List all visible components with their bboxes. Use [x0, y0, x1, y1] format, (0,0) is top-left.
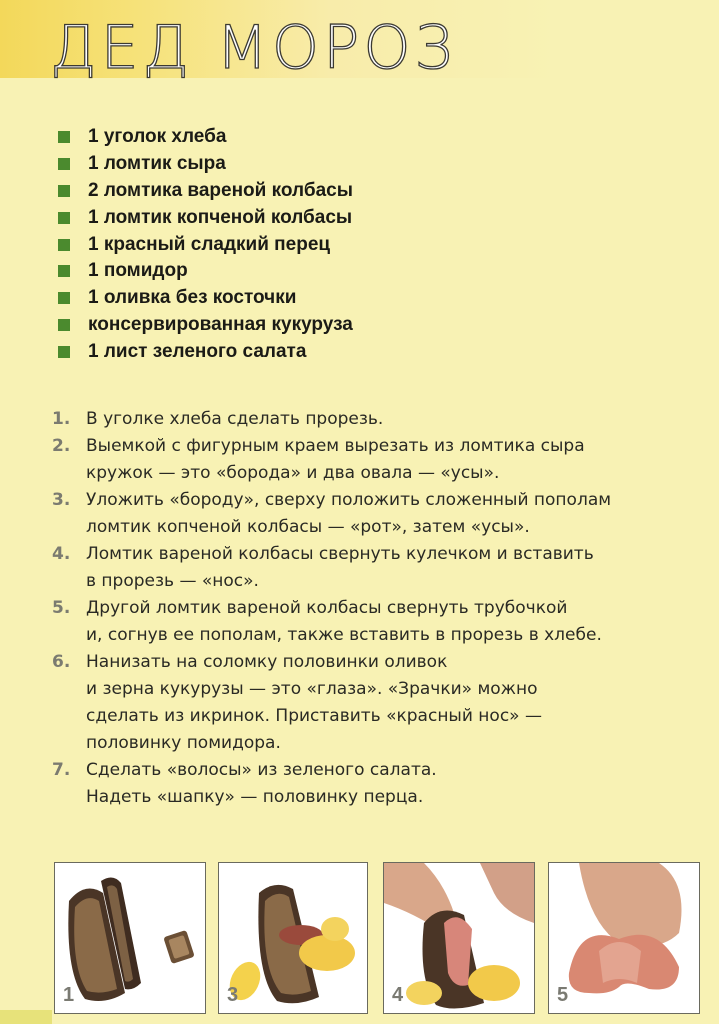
photo-number: 5 — [557, 984, 569, 1006]
bullet-square-icon — [58, 239, 70, 251]
step-number: 6. — [52, 652, 71, 672]
ingredient-item — [58, 124, 678, 151]
bullet-square-icon — [58, 292, 70, 304]
ingredient-item — [58, 285, 678, 312]
instruction-step — [52, 595, 702, 649]
ingredient-text: 1 оливка без косточки — [88, 287, 297, 309]
instruction-step — [52, 433, 702, 487]
instruction-step — [52, 757, 702, 811]
bullet-square-icon — [58, 185, 70, 197]
ingredient-item — [58, 204, 678, 231]
instruction-step — [52, 649, 702, 757]
ingredient-text: 1 помидор — [88, 260, 188, 282]
corner-decoration — [0, 1010, 52, 1024]
photo-number: 1 — [63, 984, 75, 1006]
ingredient-text: 2 ломтика вареной колбасы — [88, 179, 353, 201]
step-number: 5. — [52, 598, 71, 618]
ingredient-item — [58, 338, 678, 365]
assembly-hands-illustration — [384, 863, 534, 1013]
ingredient-text: 1 ломтик копченой колбасы — [88, 206, 353, 228]
bullet-square-icon — [58, 158, 70, 170]
step-photo-5 — [548, 862, 700, 1014]
step-number: 4. — [52, 544, 71, 564]
instructions-list — [52, 406, 702, 811]
step-number: 3. — [52, 490, 71, 510]
step-photo-3 — [218, 862, 368, 1014]
step-text: Другой ломтик вареной колбасы свернуть трубочкой и, согнув ее пополам, также вставить в прорезь в хлебе. — [86, 598, 602, 645]
ingredient-item — [58, 231, 678, 258]
bullet-square-icon — [58, 212, 70, 224]
bullet-square-icon — [58, 265, 70, 277]
step-photo-4 — [383, 862, 535, 1014]
instruction-step — [52, 541, 702, 595]
ingredient-item — [58, 312, 678, 339]
step-number: 2. — [52, 436, 71, 456]
ingredient-text: 1 ломтик сыра — [88, 153, 226, 175]
bullet-square-icon — [58, 319, 70, 331]
step-number: 1. — [52, 409, 71, 429]
ingredient-text: консервированная кукуруза — [88, 313, 353, 335]
ingredient-item — [58, 151, 678, 178]
step-text: Уложить «бороду», сверху положить сложенный пополам ломтик копченой колбасы — «рот», затем «усы». — [86, 490, 612, 537]
bullet-square-icon — [58, 131, 70, 143]
sausage-roll-illustration — [549, 863, 699, 1013]
page-title: ДЕД МОРОЗ — [50, 13, 457, 83]
ingredient-item — [58, 178, 678, 205]
photo-number: 4 — [392, 984, 404, 1006]
step-number: 7. — [52, 760, 71, 780]
ingredient-text: 1 красный сладкий перец — [88, 233, 331, 255]
ingredient-text: 1 уголок хлеба — [88, 126, 227, 148]
ingredient-item — [58, 258, 678, 285]
photo-number: 3 — [227, 984, 239, 1006]
ingredient-text: 1 лист зеленого салата — [88, 340, 307, 362]
bread-slice-illustration — [55, 863, 205, 1013]
bread-with-cheese-illustration — [219, 863, 367, 1013]
step-photo-1 — [54, 862, 206, 1014]
step-text: Сделать «волосы» из зеленого салата. Надеть «шапку» — половинку перца. — [86, 760, 437, 807]
step-text: В уголке хлеба сделать прорезь. — [86, 409, 384, 429]
bullet-square-icon — [58, 346, 70, 358]
step-text: Выемкой с фигурным краем вырезать из ломтика сыра кружок — это «борода» и два овала — «усы». — [86, 436, 585, 483]
instruction-step — [52, 487, 702, 541]
ingredients-list — [58, 124, 678, 365]
step-text: Ломтик вареной колбасы свернуть кулечком и вставить в прорезь — «нос». — [86, 544, 594, 591]
instruction-step — [52, 406, 702, 433]
step-text: Нанизать на соломку половинки оливок и зерна кукурузы — это «глаза». «Зрачки» можно сделать из икринок. Приставить «красный нос» — половинку помидора. — [86, 652, 542, 753]
